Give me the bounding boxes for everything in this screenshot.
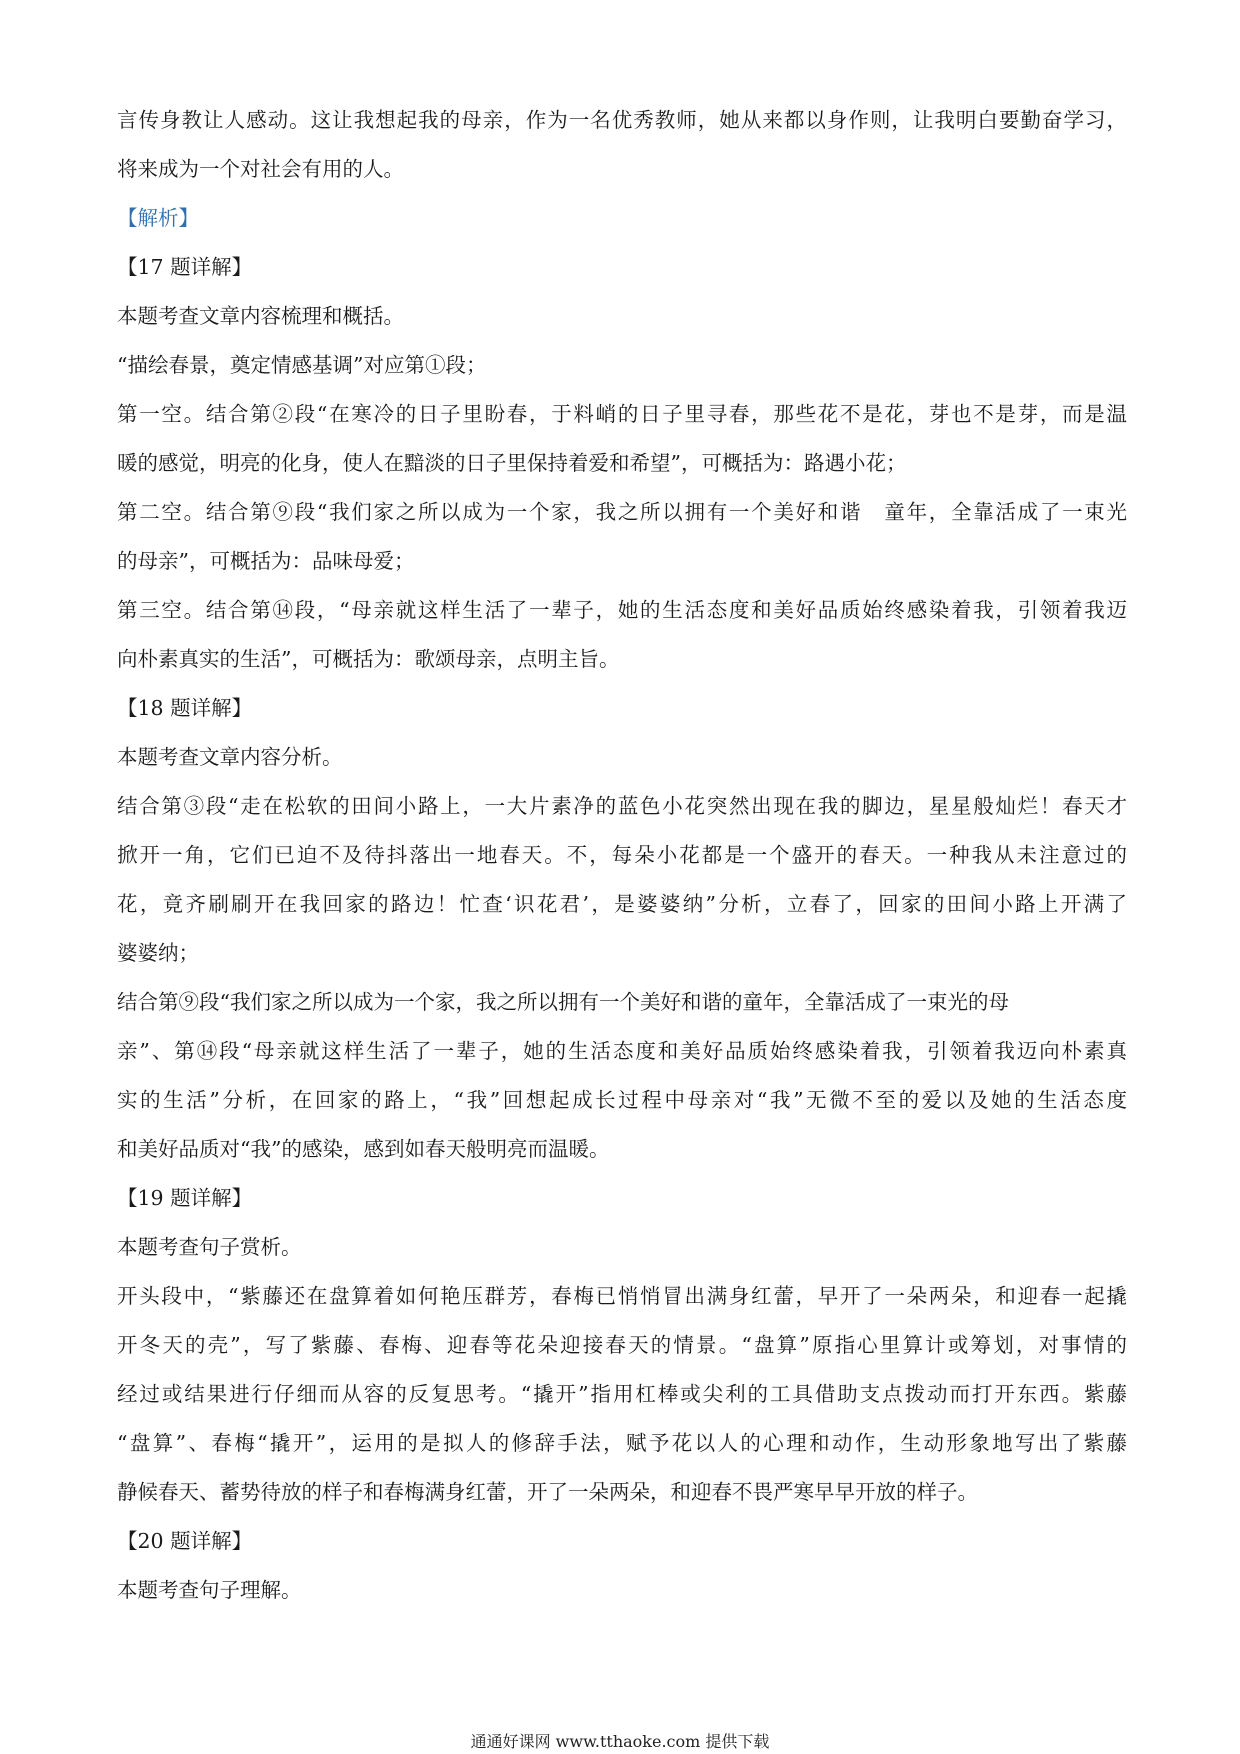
question-17-heading: 【17 题详解】 bbox=[117, 255, 253, 279]
paragraph-line: 婆婆纳； bbox=[117, 941, 199, 965]
paragraph-line: 第一空。结合第②段“在寒冷的日子里盼春，于料峭的日子里寻春，那些花不是花，芽也不是芽，而是温 bbox=[117, 402, 1127, 426]
document-body bbox=[117, 96, 1127, 1615]
paragraph-line: 开冬天的壳”，写了紫藤、春梅、迎春等花朵迎接春天的情景。“盘算”原指心里算计或筹划，对事情的 bbox=[117, 1333, 1127, 1357]
paragraph-line: 花，竟齐刷刷开在我回家的路边！忙查‘识花君’，是婆婆纳”分析，立春了，回家的田间小路上开满了 bbox=[117, 892, 1127, 916]
question-19-heading: 【19 题详解】 bbox=[117, 1186, 253, 1210]
paragraph-line: 开头段中，“紫藤还在盘算着如何艳压群芳，春梅已悄悄冒出满身红蕾，早开了一朵两朵，和迎春一起撬 bbox=[117, 1284, 1127, 1308]
paragraph-line: 静候春天、蓄势待放的样子和春梅满身红蕾，开了一朵两朵，和迎春不畏严寒早早开放的样子。 bbox=[117, 1480, 978, 1504]
paragraph-line: 第三空。结合第⑭段，“母亲就这样生活了一辈子，她的生活态度和美好品质始终感染着我，引领着我迈 bbox=[117, 598, 1127, 622]
paragraph-line: 第二空。结合第⑨段“我们家之所以成为一个家，我之所以拥有一个美好和谐 童年，全靠活成了一束光 bbox=[117, 500, 1127, 524]
paragraph-line: 掀开一角，它们已迫不及待抖落出一地春天。不，每朵小花都是一个盛开的春天。一种我从未注意过的 bbox=[117, 843, 1127, 867]
paragraph-line: 和美好品质对“我”的感染，感到如春天般明亮而温暖。 bbox=[117, 1137, 610, 1161]
paragraph-line: 经过或结果进行仔细而从容的反复思考。“撬开”指用杠棒或尖利的工具借助支点拨动而打开东西。紫藤 bbox=[117, 1382, 1127, 1406]
page-footer: 通通好课网 www.tthaoke.com 提供下载 bbox=[470, 1732, 770, 1751]
analysis-heading: 【解析】 bbox=[117, 206, 199, 230]
paragraph-line: 结合第⑨段“我们家之所以成为一个家，我之所以拥有一个美好和谐的童年，全靠活成了一束光的母 bbox=[117, 990, 1009, 1014]
question-18-heading: 【18 题详解】 bbox=[117, 696, 253, 720]
question-20-heading: 【20 题详解】 bbox=[117, 1529, 253, 1553]
paragraph-line: 本题考查文章内容分析。 bbox=[117, 745, 343, 769]
paragraph-line: 本题考查文章内容梳理和概括。 bbox=[117, 304, 404, 328]
paragraph-line: 向朴素真实的生活”，可概括为：歌颂母亲，点明主旨。 bbox=[117, 647, 620, 671]
paragraph-line: “盘算”、春梅“撬开”，运用的是拟人的修辞手法，赋予花以人的心理和动作，生动形象地写出了紫藤 bbox=[117, 1431, 1127, 1455]
paragraph-line: 亲”、第⑭段“母亲就这样生活了一辈子，她的生活态度和美好品质始终感染着我，引领着我迈向朴素真 bbox=[117, 1039, 1127, 1063]
paragraph-line: 本题考查句子理解。 bbox=[117, 1578, 302, 1602]
paragraph-line: 暖的感觉，明亮的化身，使人在黯淡的日子里保持着爱和希望”，可概括为：路遇小花； bbox=[117, 451, 907, 475]
paragraph-line: “描绘春景，奠定情感基调”对应第①段； bbox=[117, 353, 487, 377]
paragraph-line: 本题考查句子赏析。 bbox=[117, 1235, 302, 1259]
paragraph-line: 的母亲”，可概括为：品味母爱； bbox=[117, 549, 415, 573]
paragraph-line: 将来成为一个对社会有用的人。 bbox=[117, 157, 404, 181]
paragraph-line: 实的生活”分析，在回家的路上，“我”回想起成长过程中母亲对“我”无微不至的爱以及她的生活态度 bbox=[117, 1088, 1127, 1112]
paragraph-line: 言传身教让人感动。这让我想起我的母亲，作为一名优秀教师，她从来都以身作则，让我明白要勤奋学习， bbox=[117, 108, 1127, 132]
paragraph-line: 结合第③段“走在松软的田间小路上，一大片素净的蓝色小花突然出现在我的脚边，星星般灿烂！春天才 bbox=[117, 794, 1127, 818]
